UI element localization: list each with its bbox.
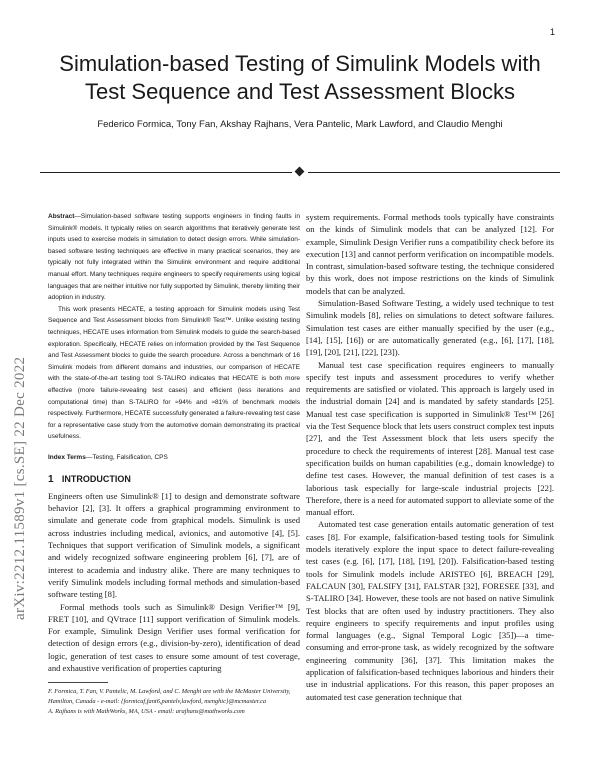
footnote-rule xyxy=(48,682,108,683)
left-column xyxy=(48,211,300,716)
right-paragraph-4: Automated test case generation entails automatic generation of test cases [8]. For example, falsification-based testing tools for Simulink models iteratively explore the input space to detect failure-revealing test cases (e.g. [6], [17], [18], [19], [20]). Falsification-based testing tools for Simulink models include ARISTEO [6], BREACH [29], FALCAUN [30], FALSIFY [31], FALSTAR [32], FORESEE [33], and S-TALIRO [34]. However, these tools are not based on native Simulink Test blocks that are often used by industry practitioners. They also require engineers to specify requirements and input profiles using formal languages (e.g., Signal Temporal Logic [35])—a time-consuming and error-prone task, as widely recognized by the software engineering community [36], [37]. This limitation makes the application of falsification-based techniques laborious and hinders their use in industrial applications. For this reason, this paper proposes an automated test case generation technique that xyxy=(306,519,554,702)
index-terms xyxy=(48,452,300,463)
index-terms-label: Index Terms xyxy=(48,453,86,461)
section-number: 1 xyxy=(48,473,54,485)
divider-line-right xyxy=(308,172,560,173)
title-divider xyxy=(40,172,560,173)
abstract-label: Abstract xyxy=(48,213,75,220)
footnote-affiliation-2: A. Rajhans is with MathWorks, MA, USA - email: arajhans@mathworks.com xyxy=(48,707,245,715)
intro-paragraph-1: Engineers often use Simulink® [1] to design and demonstrate software behavior [2], [3]. It offers a graphical programming environment to simulate and generate code from graphical models. Simulink is used across industries including medical, avionics, and automotive [4], [5]. Techniques that support verification of Simulink models, a significant and widely recognized software engineering problem [6], [7], are of interest to academia and industry alike. There are many techniques to verify Simulink models including formal methods and simulation-based software testing [8]. xyxy=(48,490,300,600)
page-number: 1 xyxy=(549,27,555,37)
divider-line-left xyxy=(40,172,292,173)
section-title: INTRODUCTION xyxy=(61,473,131,484)
abstract-paragraph-2: This work presents HECATE, a testing approach for Simulink models using Test Sequence and Test Assessment blocks from Simulink® Test™. Unlike existing testing techniques, HECATE uses information from Simulink models to guide the search-based exploration. Specifically, HECATE relies on information provided by the Test Sequence and Test Assessment blocks to guide the search procedure. Across a benchmark of 16 Simulink models from different domains and industries, our comparison of HECATE with the state-of-the-art testing tool S-TALIRO indicates that HECATE is both more effective (more failure-revealing test cases) and efficient (less iterations and computational time) than S-TALIRO for ≈94% and ≈81% of benchmark models respectively. Furthermore, HECATE successfully generated a failure-revealing test case for a representative case study from the automotive domain demonstrating its practical usefulness. xyxy=(48,305,300,441)
arxiv-identifier-stamp: arXiv:2212.11589v1 [cs.SE] 22 Dec 2022 xyxy=(12,356,28,620)
intro-paragraph-2: Formal methods tools such as Simulink® Design Verifier™ [9], FRET [10], and QVtrace [11] support verification of Simulink models. For example, Simulink Design Verifier uses formal verification for detection of design errors (e.g., division-by-zero), identification of dead logic, generation of test cases to ensure some amount of test coverage, and exhaustive verification of properties capturing xyxy=(48,601,300,674)
right-paragraph-2: Simulation-Based Software Testing, a widely used technique to test Simulink models [8], relies on simulations to detect software failures. Simulation test cases are either manually specified by the user (e.g., [14], [15], [16]) or are automatically generated (e.g., [6], [17], [18], [19], [20], [21], [22], [23]). xyxy=(306,298,554,358)
abstract-paragraph-1 xyxy=(48,211,300,304)
right-column xyxy=(306,211,554,703)
paper-title: Simulation-based Testing of Simulink Models with Test Sequence and Test Assessment Blocks xyxy=(59,51,541,104)
right-paragraph-3: Manual test case specification requires engineers to manually specify test inputs and assessment procedures to verify whether requirements are satisfied or violated. This approach is largely used in the industrial domain [24] and is mandated by safety standards [25]. Manual test case specification is supported in Simulink® Test™ [26] via the Test Sequence block that lets users construct complex test inputs [27], and the Test Assessment block that lets users specify the procedure to check the requirements of interest [28]. Manual test case specification builds on human capabilities (e.g., domain knowledge) to define test cases. However, the manual definition of test cases is a laborious task especially for large-scale industrial projects [22]. Therefore, there is a need for automated support to alleviate some of the manual effort. xyxy=(306,359,554,518)
author-list: Federico Formica, Tony Fan, Akshay Rajhans, Vera Pantelic, Mark Lawford, and Claudio Menghi xyxy=(97,119,503,130)
right-paragraph-1: system requirements. Formal methods tools typically have constraints on the kinds of Simulink models that can be analyzed [12]. For example, Simulink Design Verifier runs a compatibility check before its execution [13] and cannot perform verification on incompatible models. In contrast, simulation-based software testing, the technique considered by this work, does not impose restrictions on the kinds of Simulink models that can be analyzed. xyxy=(306,212,554,296)
abstract-text-1: —Simulation-based software testing supports engineers in finding faults in Simulink® models. It typically relies on search algorithms that iteratively generate test inputs used to exercise models in simulation to detect design errors. While simulation-based software testing techniques are effective in many practical scenarios, they are typically not fully integrated within the Simulink environment and require additional manual effort. Many techniques require engineers to specify requirements using logical languages that are neither intuitive nor fully supported by Simulink, thereby limiting their adoption in industry. xyxy=(48,213,300,302)
diamond-ornament-icon xyxy=(295,167,305,177)
footnote-affiliation-1: F. Formica, T. Fan, V. Pantelic, M. Lawford, and C. Menghi are with the McMaster University, Hamilton, Canada - e-mail: {formicaf,fant6,pantelv,lawford, menghic}@mcmaster.ca xyxy=(48,688,291,705)
section-heading-introduction xyxy=(48,474,300,485)
index-terms-text: —Testing, Falsification, CPS xyxy=(85,453,168,461)
